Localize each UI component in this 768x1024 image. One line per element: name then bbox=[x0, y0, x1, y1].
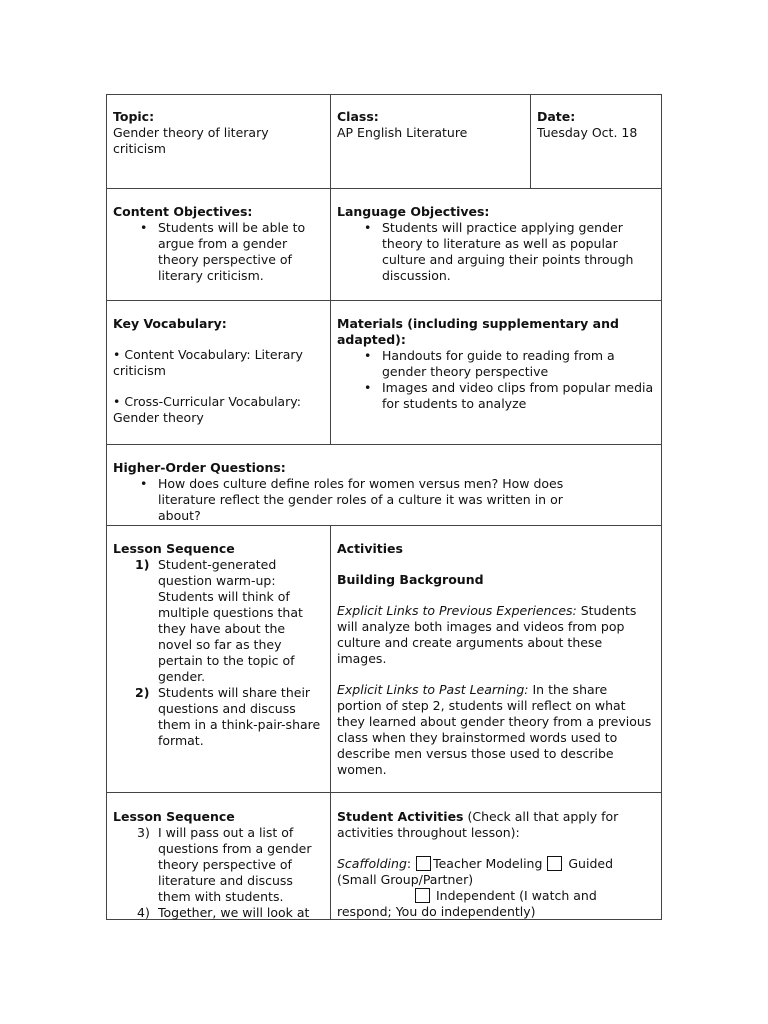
building-background-label: Building Background bbox=[337, 572, 484, 587]
student-activities-text: (Check all that apply for activities throughout lesson): bbox=[337, 809, 619, 840]
class-cell bbox=[331, 109, 529, 141]
date-value: Tuesday Oct. 18 bbox=[537, 125, 638, 140]
topic-label: Topic: bbox=[113, 109, 155, 124]
higher-order-questions-label: Higher-Order Questions: bbox=[113, 460, 286, 475]
lesson-sequence-cell-2 bbox=[107, 809, 329, 921]
table-border-right bbox=[661, 94, 662, 920]
lesson-sequence-label: Lesson Sequence bbox=[113, 541, 235, 556]
row-divider-5 bbox=[106, 792, 662, 793]
lesson-step-text: Student-generated question warm-up: Students will think of multiple questions that they have about the novel so far as they pertain to the topic of gender. bbox=[158, 557, 303, 684]
student-activities-label: Student Activities bbox=[337, 809, 464, 824]
lesson-step bbox=[113, 905, 323, 921]
scaffolding-options bbox=[337, 856, 655, 888]
higher-order-questions-cell bbox=[107, 460, 661, 524]
row-divider-4 bbox=[106, 525, 662, 526]
materials-item: • Handouts for guide to reading from a gender theory perspective bbox=[337, 348, 655, 380]
student-activities-heading bbox=[337, 809, 655, 841]
student-activities-cell bbox=[331, 809, 661, 920]
materials-item: • Images and video clips from popular media for students to analyze bbox=[337, 380, 655, 412]
materials-cell bbox=[331, 316, 661, 412]
materials-label: Materials (including supplementary and adapted): bbox=[337, 316, 619, 347]
lesson-sequence-cell bbox=[107, 541, 329, 749]
teacher-modeling-checkbox[interactable] bbox=[416, 856, 431, 871]
topic-cell bbox=[107, 109, 329, 157]
date-label: Date: bbox=[537, 109, 576, 124]
lesson-step-text: Together, we will look at bbox=[158, 905, 310, 920]
lesson-step-number: 4) bbox=[137, 905, 150, 920]
higher-order-question-item: • How does culture define roles for women versus men? How does literature reflect the gender roles of a culture it was written in or about? bbox=[113, 476, 655, 524]
cross-curricular-vocabulary: • Cross-Curricular Vocabulary: Gender theory bbox=[113, 394, 301, 425]
row-divider-3 bbox=[106, 444, 662, 445]
lesson-step bbox=[113, 557, 323, 685]
independent-option bbox=[337, 888, 655, 920]
guided-checkbox[interactable] bbox=[547, 856, 562, 871]
teacher-modeling-label: Teacher Modeling bbox=[433, 856, 543, 871]
guided-label: Guided (Small Group/Partner) bbox=[337, 856, 614, 887]
independent-checkbox[interactable] bbox=[415, 888, 430, 903]
class-value: AP English Literature bbox=[337, 125, 468, 140]
content-objective-item: • Students will be able to argue from a gender theory perspective of literary criticism. bbox=[113, 220, 323, 284]
lesson-step bbox=[113, 685, 323, 749]
topic-value: Gender theory of literary criticism bbox=[113, 125, 269, 156]
key-vocabulary-cell bbox=[107, 316, 329, 426]
lesson-step-text: Students will share their questions and discuss them in a think-pair-share format. bbox=[158, 685, 321, 748]
previous-experiences-text: Students will analyze both images and videos from pop culture and create arguments about these images. bbox=[337, 603, 637, 666]
activities-cell bbox=[331, 541, 661, 778]
date-cell bbox=[531, 109, 661, 141]
previous-experiences-paragraph bbox=[337, 603, 655, 667]
content-objectives-cell bbox=[107, 204, 329, 284]
row-divider-1 bbox=[106, 188, 662, 189]
lesson-step-number: 3) bbox=[137, 825, 150, 840]
lesson-sequence-label: Lesson Sequence bbox=[113, 809, 235, 824]
lesson-step-number: 1) bbox=[135, 557, 150, 572]
past-learning-label: Explicit Links to Past Learning: bbox=[337, 682, 529, 697]
key-vocabulary-label: Key Vocabulary: bbox=[113, 316, 227, 331]
language-objectives-label: Language Objectives: bbox=[337, 204, 490, 219]
lesson-plan-table bbox=[106, 94, 662, 920]
independent-label: Independent (I watch and respond; You do independently) bbox=[337, 888, 597, 919]
lesson-step-number: 2) bbox=[135, 685, 150, 700]
past-learning-paragraph bbox=[337, 682, 655, 778]
lesson-step bbox=[113, 825, 323, 905]
previous-experiences-label: Explicit Links to Previous Experiences: bbox=[337, 603, 577, 618]
scaffolding-label: Scaffolding bbox=[337, 856, 407, 871]
language-objective-item: • Students will practice applying gender theory to literature as well as popular culture and arguing their points through discussion. bbox=[337, 220, 655, 284]
table-border-top bbox=[106, 94, 662, 95]
lesson-step-text: I will pass out a list of questions from a gender theory perspective of literature and discuss them with students. bbox=[158, 825, 312, 904]
row-divider-2 bbox=[106, 300, 662, 301]
content-vocabulary: • Content Vocabulary: Literary criticism bbox=[113, 347, 303, 378]
class-label: Class: bbox=[337, 109, 379, 124]
activities-label: Activities bbox=[337, 541, 403, 556]
scaffolding-colon: : bbox=[406, 856, 412, 871]
language-objectives-cell bbox=[331, 204, 661, 284]
past-learning-text: In the share portion of step 2, students will reflect on what they learned about gender theory from a previous class when they brainstormed words used to describe men versus those used to describe women. bbox=[337, 682, 652, 777]
content-objectives-label: Content Objectives: bbox=[113, 204, 253, 219]
